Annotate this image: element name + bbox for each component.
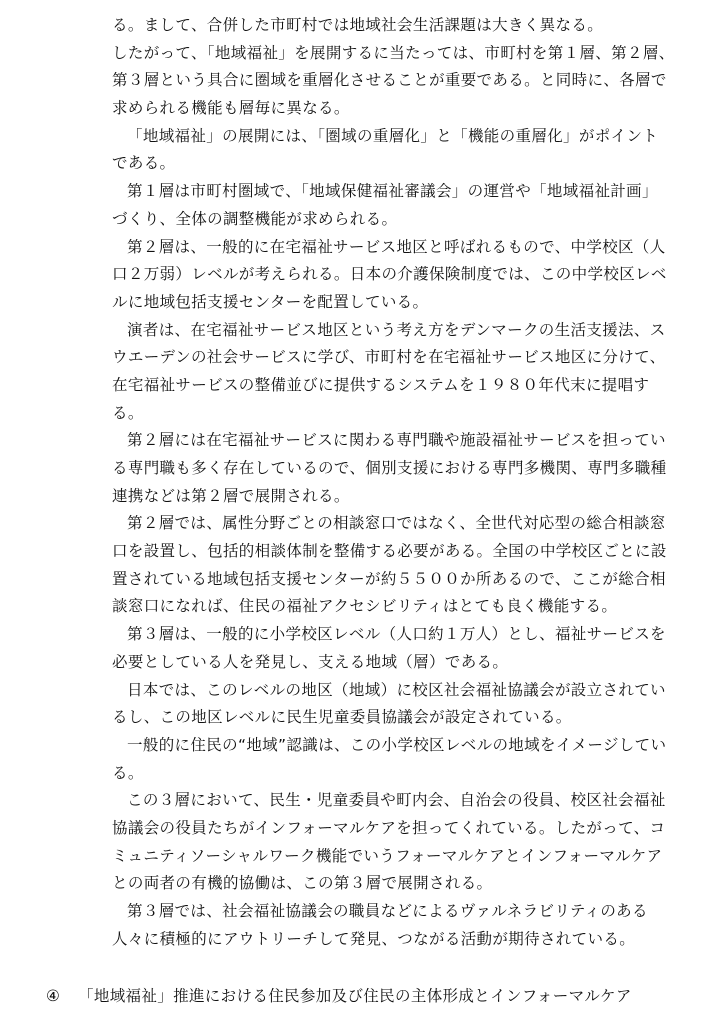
text-line: ルに地域包括支援センターを配置している。	[112, 292, 429, 311]
text-line: 談窓口になれば、住民の福祉アクセシビリティはとても良く機能する。	[112, 597, 618, 616]
text-line: 連携などは第２層で展開される。	[112, 486, 350, 505]
text-line: 必要としている人を発見し、支える地域（層）である。	[112, 652, 509, 671]
text-line: る。まして、合併した市町村では地域社会生活課題は大きく異なる。	[112, 16, 604, 34]
text-line: 第３層という具合に圏域を重層化させることが重要である。と同時に、各層で	[112, 71, 667, 90]
section-number: ④	[46, 987, 61, 1005]
text-line: 口２万弱）レベルが考えられる。日本の介護保険制度では、この中学校区レベ	[112, 265, 667, 284]
section-heading	[46, 983, 686, 1009]
text-line: る。	[112, 403, 144, 422]
text-line: との両者の有機的協働は、この第３層で展開される。	[112, 874, 493, 893]
text-line: この３層において、民生・児童委員や町内会、自治会の役員、校区社会福祉	[127, 791, 666, 810]
text-line: るし、この地区レベルに民生児童委員協議会が設定されている。	[112, 708, 572, 727]
text-line: 第３層では、社会福祉協議会の職員などによるヴァルネラビリティのある	[127, 902, 648, 920]
text-line: 演者は、在宅福祉サービス地区という考え方をデンマークの生活支援法、ス	[127, 320, 666, 339]
text-line: 在宅福祉サービスの整備並びに提供するシステムを１９８０年代末に提唱す	[112, 375, 650, 394]
section-heading-text: 「地域福祉」推進における住民参加及び住民の主体形成とインフォーマルケア	[78, 987, 632, 1005]
text-line: 一般的に住民の“地域”認識は、この小学校区レベルの地域をイメージしてい	[127, 735, 667, 754]
text-line: 口を設置し、包括的相談体制を整備する必要がある。全国の中学校区ごとに設	[112, 542, 667, 561]
text-line: したがって、「地域福祉」を展開するに当たっては、市町村を第１層、第２層、	[112, 43, 675, 62]
text-line: 「地域福祉」の展開には、「圏域の重層化」と「機能の重層化」がポイント	[127, 126, 659, 145]
body-text	[112, 12, 678, 953]
text-line: ウエーデンの社会サービスに学び、市町村を在宅福祉サービス地区に分けて、	[112, 348, 666, 367]
text-line: る。	[112, 763, 144, 782]
text-line: 日本では、このレベルの地区（地域）に校区社会福祉協議会が設立されてい	[127, 680, 666, 699]
text-line: である。	[112, 154, 176, 173]
text-line: 人々に積極的にアウトリーチして発見、つながる活動が期待されている。	[112, 929, 636, 948]
text-line: 置されている地域包括支援センターが約５５００か所あるので、ここが総合相	[112, 569, 666, 588]
text-line: 求められる機能も層毎に異なる。	[112, 99, 350, 118]
text-line: 協議会の役員たちがインフォーマルケアを担ってくれている。したがって、コ	[112, 818, 666, 837]
text-line: 第２層は、一般的に在宅福祉サービス地区と呼ばれるもので、中学校区（人	[127, 237, 666, 256]
text-line: 第２層には在宅福祉サービスに関わる専門職や施設福祉サービスを担ってい	[127, 431, 666, 450]
text-line: づくり、全体の調整機能が求められる。	[112, 209, 398, 228]
text-line: 第３層は、一般的に小学校区レベル（人口約１万人）とし、福祉サービスを	[127, 625, 666, 644]
text-line: る専門職も多く存在しているので、個別支援における専門多機関、専門多職種	[112, 459, 667, 477]
text-line: ミュニティソーシャルワーク機能でいうフォーマルケアとインフォーマルケア	[112, 846, 663, 865]
text-line: 第２層では、属性分野ごとの相談窓口ではなく、全世代対応型の総合相談窓	[127, 514, 666, 533]
text-line: 第１層は市町村圏域で、「地域保健福祉審議会」の運営や「地域福祉計画」	[127, 182, 658, 201]
